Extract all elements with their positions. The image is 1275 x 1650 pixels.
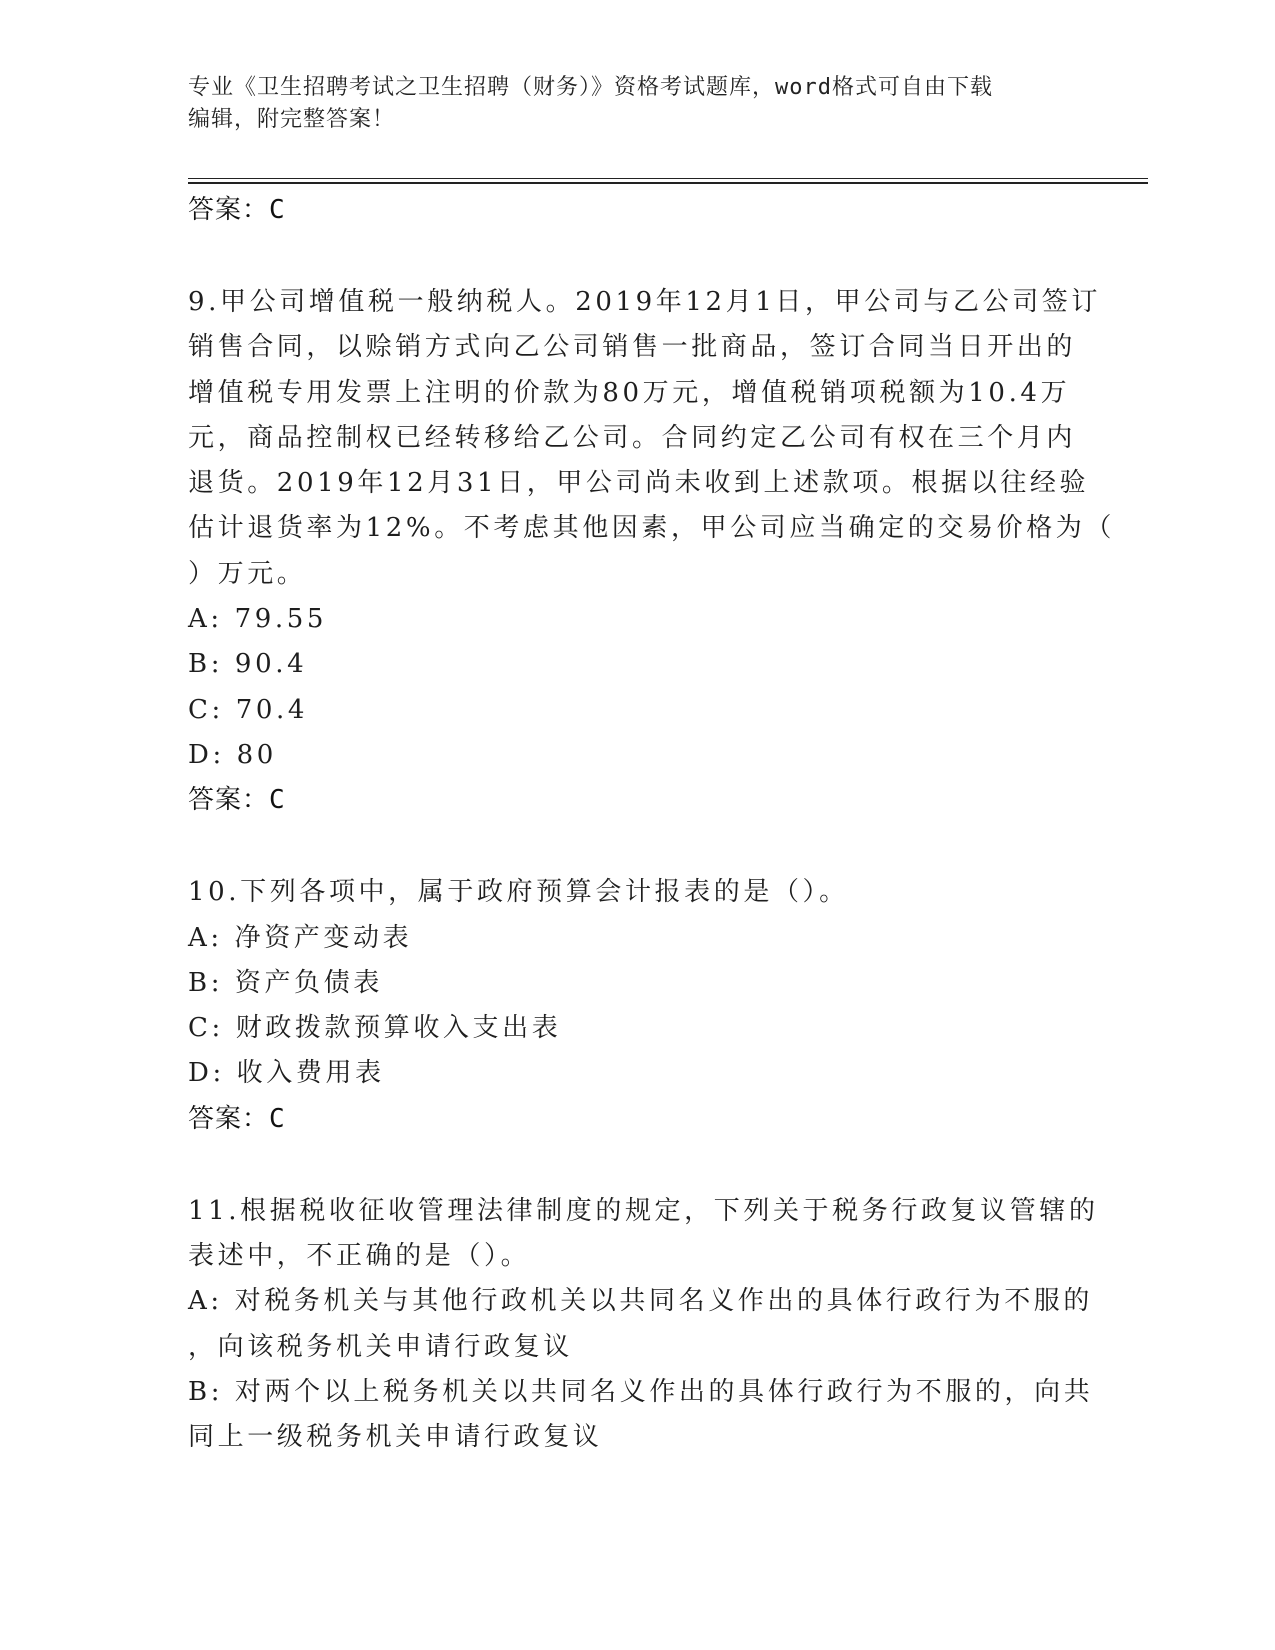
- question-text-line: 退货。2019年12月31日，甲公司尚未收到上述款项。根据以往经验: [188, 468, 1090, 499]
- question-text-line: 估计退货率为12%。不考虑其他因素，甲公司应当确定的交易价格为（: [188, 513, 1115, 544]
- header-divider: [188, 178, 1148, 179]
- option-c: C: 70.4: [188, 694, 309, 725]
- question-block: [188, 280, 1115, 823]
- question-text-line: 表述中，不正确的是（）。: [188, 1241, 531, 1272]
- question-text-line: 增值税专用发票上注明的价款为80万元，增值税销项税额为10.4万: [188, 377, 1071, 408]
- question-block: [188, 1189, 1099, 1461]
- option-c: C: 财政拨款预算收入支出表: [188, 1013, 562, 1044]
- option-a: A: 79.55: [188, 604, 328, 635]
- question-text-line: 销售合同，以赊销方式向乙公司销售一批商品，签订合同当日开出的: [188, 332, 1077, 363]
- question-text-line: 元，商品控制权已经转移给乙公司。合同约定乙公司有权在三个月内: [188, 422, 1077, 453]
- option-a-continued: ，向该税务机关申请行政复议: [188, 1331, 573, 1362]
- option-b: B: 资产负债表: [188, 967, 383, 998]
- option-b-continued: 同上一级税务机关申请行政复议: [188, 1422, 603, 1453]
- document-header: [188, 72, 1088, 136]
- answer-line: 答案：C: [188, 785, 286, 816]
- option-b: B: 90.4: [188, 649, 308, 680]
- option-d: D: 收入费用表: [188, 1058, 385, 1089]
- header-line-1: 专业《卫生招聘考试之卫生招聘（财务）》资格考试题库，word格式可自由下载: [188, 75, 993, 100]
- question-text-line: 11.根据税收征收管理法律制度的规定，下列关于税务行政复议管辖的: [188, 1195, 1099, 1226]
- question-content: [188, 188, 1115, 1461]
- option-a: A: 净资产变动表: [188, 922, 413, 953]
- header-divider-thick: [188, 182, 1148, 184]
- option-a: A: 对税务机关与其他行政机关以共同名义作出的具体行政行为不服的: [188, 1286, 1094, 1317]
- question-text-line: 10.下列各项中，属于政府预算会计报表的是（）。: [188, 877, 849, 908]
- option-d: D: 80: [188, 739, 277, 770]
- answer-line: 答案：C: [188, 1103, 286, 1134]
- question-text-line: ）万元。: [188, 558, 307, 589]
- question-text-line: 9.甲公司增值税一般纳税人。2019年12月1日，甲公司与乙公司签订: [188, 287, 1102, 317]
- question-block: [188, 870, 1088, 1141]
- option-b: B: 对两个以上税务机关以共同名义作出的具体行政行为不服的，向共: [188, 1376, 1094, 1407]
- answer-line: 答案：C: [188, 195, 286, 225]
- header-line-2: 编辑，附完整答案！: [188, 107, 396, 132]
